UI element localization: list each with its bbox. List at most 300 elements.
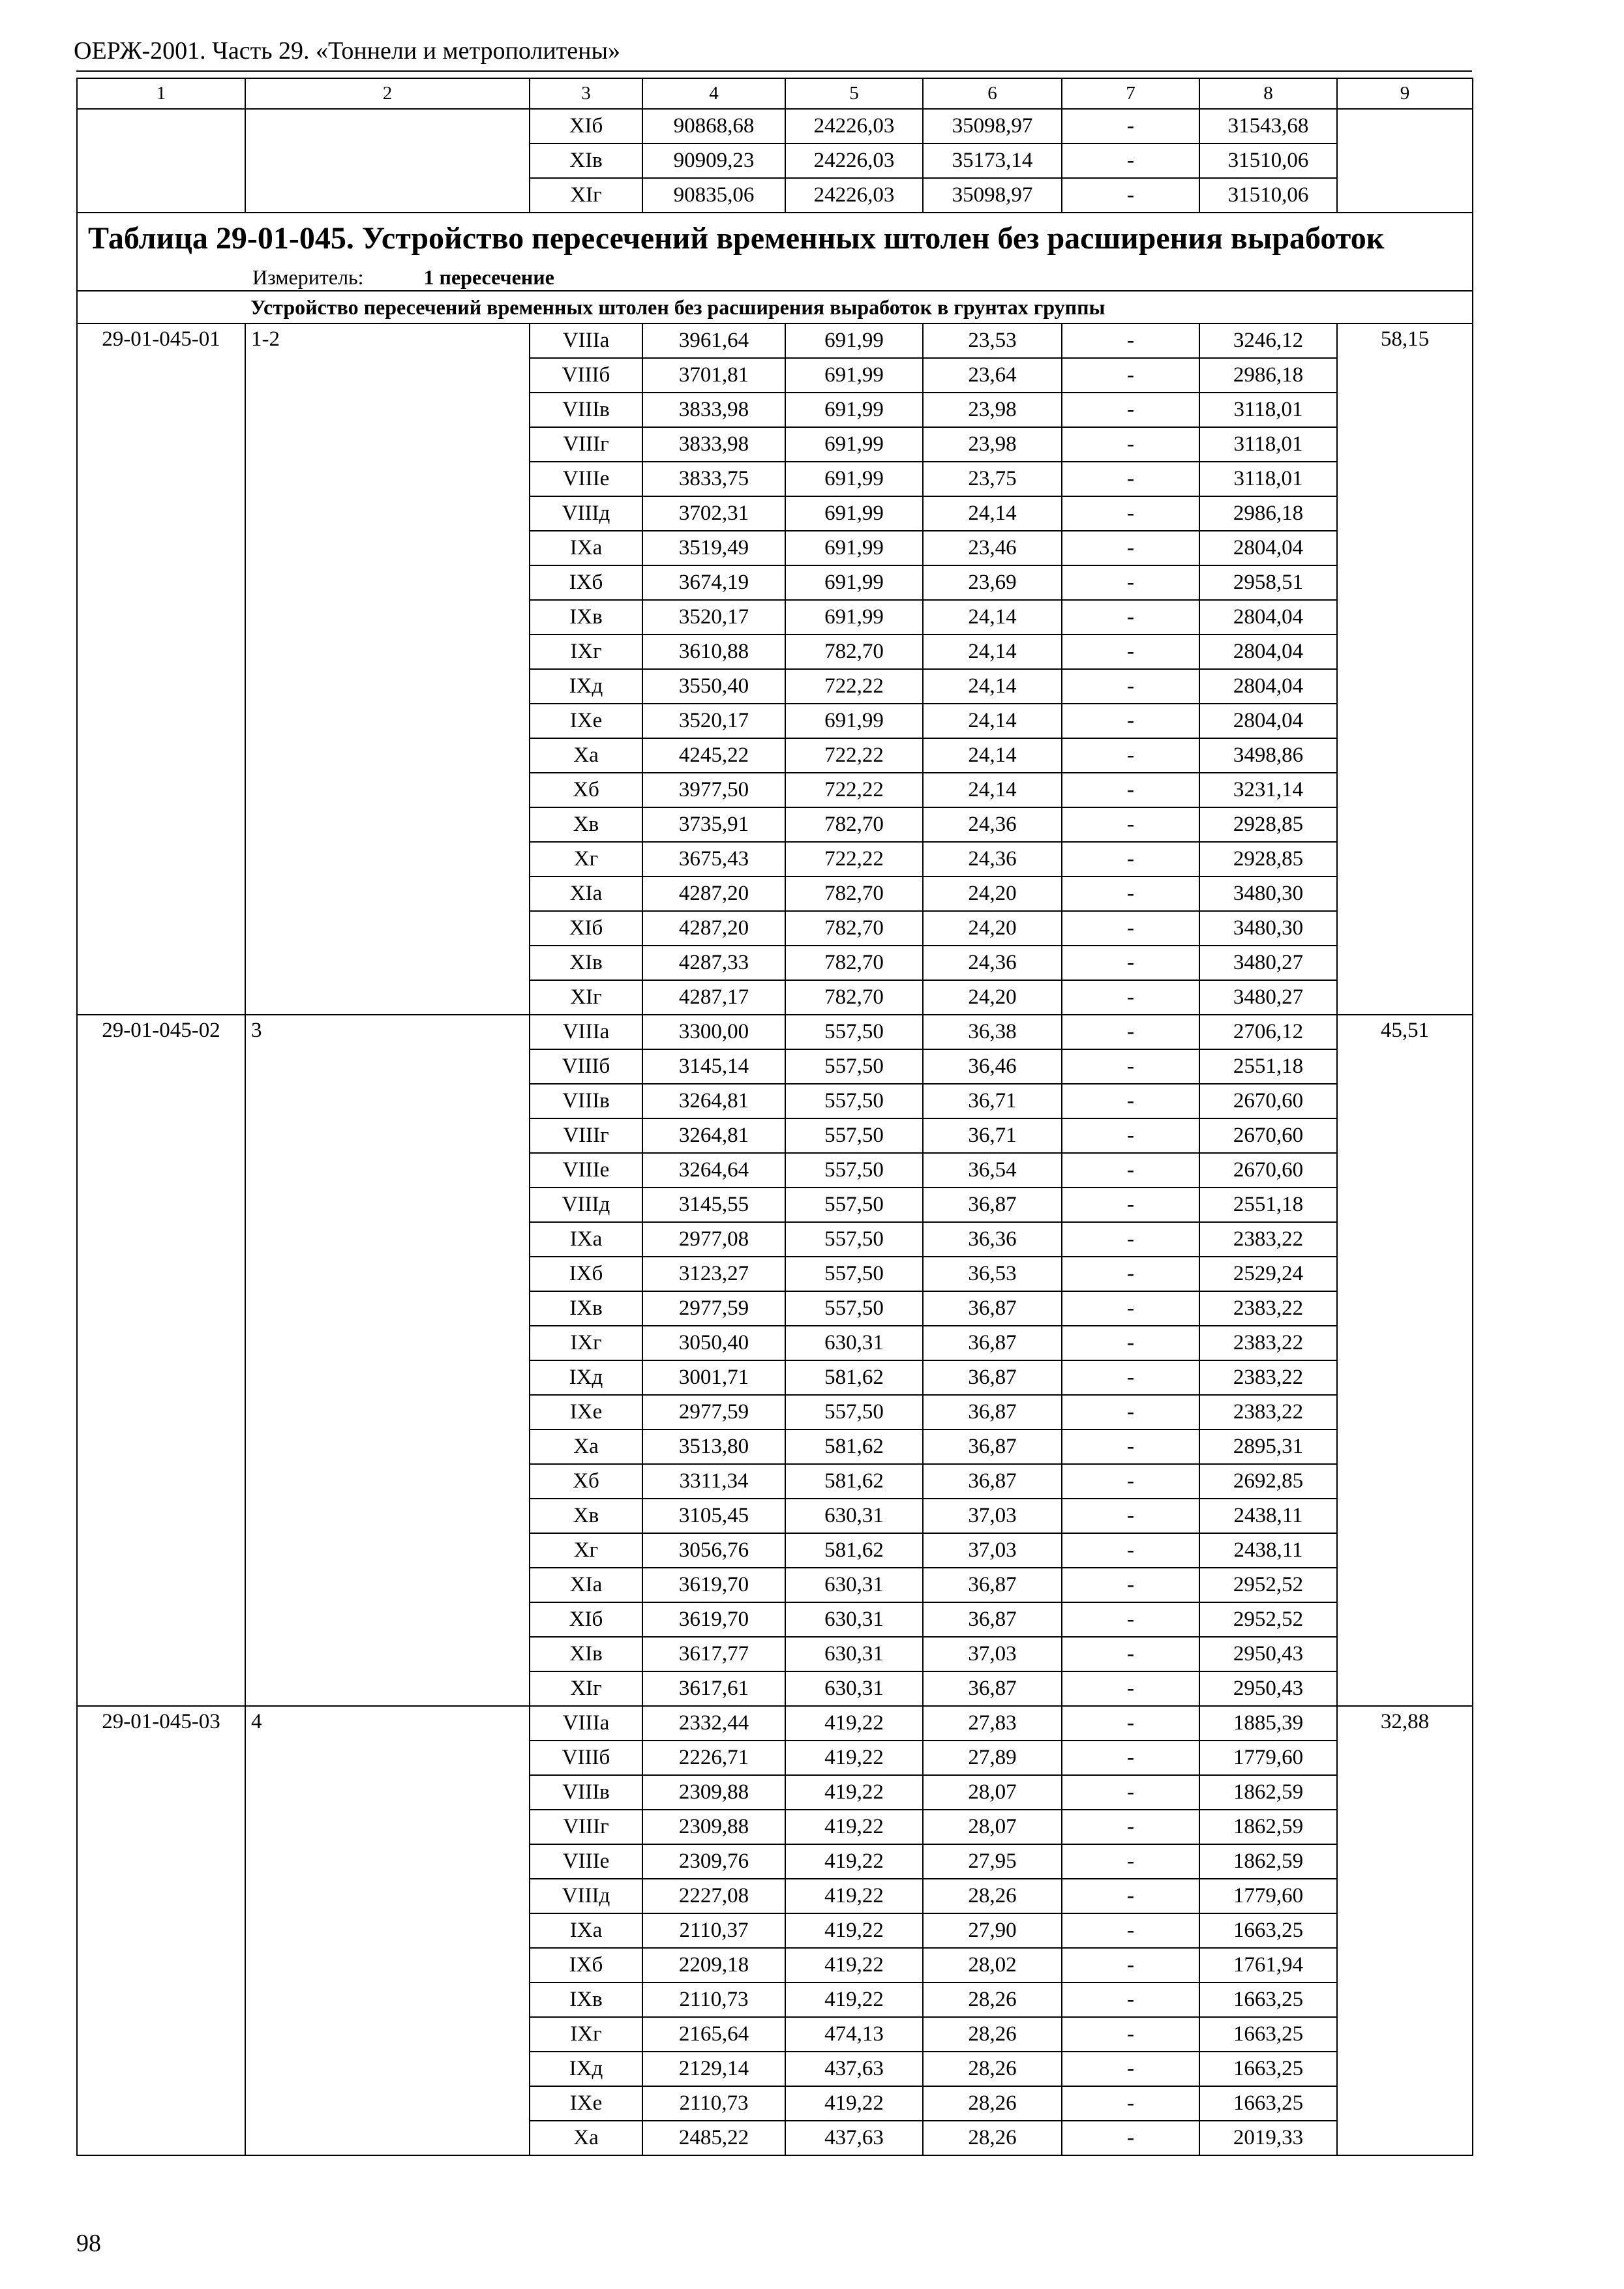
machines-cell: 36,87 [923,1429,1062,1464]
grade-cell: Xб [530,1464,642,1499]
wages-cell: 691,99 [785,427,923,462]
grade-cell: VIIIб [530,1741,642,1775]
drivers-wages-cell: - [1062,1429,1199,1464]
wages-cell: 630,31 [785,1637,923,1671]
machines-cell: 24,14 [923,669,1062,704]
drivers-wages-cell: - [1062,1568,1199,1602]
column-number: 8 [1199,78,1337,109]
total-cost-cell: 3619,70 [642,1568,785,1602]
grade-cell: IXв [530,1291,642,1326]
column-number: 4 [642,78,785,109]
total-cost-cell: 3833,98 [642,393,785,427]
column-number: 5 [785,78,923,109]
rates-table [76,78,1473,2156]
wages-cell: 437,63 [785,2121,923,2155]
wages-cell: 419,22 [785,1706,923,1741]
meter-value: 1 пересечение [423,265,554,289]
grade-cell: VIIIа [530,1706,642,1741]
group-cell [245,109,530,213]
grade-cell: Xг [530,842,642,876]
wages-cell: 557,50 [785,1188,923,1222]
grade-cell: VIIIв [530,393,642,427]
machines-cell: 24,20 [923,876,1062,911]
materials-cell: 1663,25 [1199,1982,1337,2017]
grade-cell: XIв [530,143,642,178]
grade-cell: IXе [530,2086,642,2121]
grade-cell: XIг [530,980,642,1015]
machines-cell: 24,36 [923,807,1062,842]
total-cost-cell: 4287,33 [642,946,785,980]
total-cost-cell: 2977,59 [642,1291,785,1326]
machines-cell: 28,02 [923,1948,1062,1982]
total-cost-cell: 2227,08 [642,1879,785,1913]
materials-cell: 1663,25 [1199,2017,1337,2052]
machines-cell: 24,14 [923,738,1062,773]
drivers-wages-cell: - [1062,807,1199,842]
grade-cell: IXд [530,2052,642,2086]
drivers-wages-cell: - [1062,1637,1199,1671]
machines-cell: 27,95 [923,1844,1062,1879]
subheading-row [77,291,1473,323]
drivers-wages-cell: - [1062,669,1199,704]
machines-cell: 24,14 [923,635,1062,669]
materials-cell: 3480,27 [1199,946,1337,980]
table-title-row [77,213,1473,264]
machines-cell: 28,07 [923,1775,1062,1810]
machines-cell: 28,07 [923,1810,1062,1844]
drivers-wages-cell: - [1062,842,1199,876]
wages-cell: 691,99 [785,323,923,358]
materials-cell: 2438,11 [1199,1499,1337,1533]
table-row [77,1706,1473,1741]
grade-cell: Xб [530,773,642,807]
total-cost-cell: 2977,59 [642,1395,785,1429]
total-cost-cell: 3264,81 [642,1084,785,1118]
total-cost-cell: 2485,22 [642,2121,785,2155]
machines-cell: 36,87 [923,1291,1062,1326]
total-cost-cell: 2110,37 [642,1913,785,1948]
drivers-wages-cell: - [1062,1913,1199,1948]
grade-cell: VIIIе [530,1844,642,1879]
grade-cell: IXа [530,1913,642,1948]
materials-cell: 2958,51 [1199,565,1337,600]
total-cost-cell: 4287,20 [642,876,785,911]
grade-cell: Xв [530,1499,642,1533]
machines-cell: 36,71 [923,1118,1062,1153]
wages-cell: 691,99 [785,704,923,738]
wages-cell: 557,50 [785,1118,923,1153]
total-cost-cell: 4245,22 [642,738,785,773]
table-body [77,78,1473,2155]
wages-cell: 630,31 [785,1326,923,1360]
machines-cell: 28,26 [923,2017,1062,2052]
drivers-wages-cell: - [1062,531,1199,565]
drivers-wages-cell: - [1062,1464,1199,1499]
wages-cell: 557,50 [785,1153,923,1188]
total-cost-cell: 3961,64 [642,323,785,358]
machines-cell: 36,87 [923,1326,1062,1360]
materials-cell: 2670,60 [1199,1084,1337,1118]
wages-cell: 630,31 [785,1671,923,1706]
wages-cell: 581,62 [785,1429,923,1464]
materials-cell: 2383,22 [1199,1326,1337,1360]
wages-cell: 782,70 [785,911,923,946]
grade-cell: IXг [530,1326,642,1360]
labor-cell: 32,88 [1337,1706,1473,2155]
materials-cell: 2383,22 [1199,1395,1337,1429]
drivers-wages-cell: - [1062,635,1199,669]
drivers-wages-cell: - [1062,1257,1199,1291]
grade-cell: IXа [530,531,642,565]
grade-cell: Xа [530,2121,642,2155]
machines-cell: 36,46 [923,1049,1062,1084]
column-number: 9 [1337,78,1473,109]
drivers-wages-cell: - [1062,178,1199,213]
drivers-wages-cell: - [1062,1602,1199,1637]
wages-cell: 722,22 [785,842,923,876]
materials-cell: 2804,04 [1199,635,1337,669]
total-cost-cell: 3610,88 [642,635,785,669]
grade-cell: VIIIе [530,1153,642,1188]
code-cell: 29-01-045-03 [77,1706,245,2155]
total-cost-cell: 2977,08 [642,1222,785,1257]
wages-cell: 630,31 [785,1568,923,1602]
grade-cell: VIIIг [530,427,642,462]
grade-cell: IXд [530,669,642,704]
materials-cell: 2706,12 [1199,1015,1337,1049]
materials-cell: 2551,18 [1199,1049,1337,1084]
materials-cell: 2383,22 [1199,1360,1337,1395]
machines-cell: 36,87 [923,1602,1062,1637]
materials-cell: 2952,52 [1199,1602,1337,1637]
wages-cell: 557,50 [785,1222,923,1257]
total-cost-cell: 3300,00 [642,1015,785,1049]
grade-cell: VIIIд [530,496,642,531]
machines-cell: 35173,14 [923,143,1062,178]
wages-cell: 630,31 [785,1602,923,1637]
total-cost-cell: 3619,70 [642,1602,785,1637]
grade-cell: XIв [530,946,642,980]
grade-cell: IXб [530,565,642,600]
grade-cell: Xа [530,738,642,773]
machines-cell: 37,03 [923,1637,1062,1671]
machines-cell: 24,14 [923,773,1062,807]
materials-cell: 31543,68 [1199,109,1337,143]
grade-cell: IXд [530,1360,642,1395]
machines-cell: 28,26 [923,2052,1062,2086]
drivers-wages-cell: - [1062,1741,1199,1775]
materials-cell: 2895,31 [1199,1429,1337,1464]
drivers-wages-cell: - [1062,1879,1199,1913]
machines-cell: 36,87 [923,1671,1062,1706]
meter-row [77,264,1473,291]
materials-cell: 2438,11 [1199,1533,1337,1568]
table-row [77,323,1473,358]
drivers-wages-cell: - [1062,704,1199,738]
total-cost-cell: 3520,17 [642,704,785,738]
grade-cell: XIб [530,1602,642,1637]
grade-cell: VIIIв [530,1775,642,1810]
drivers-wages-cell: - [1062,1084,1199,1118]
subheading: Устройство пересечений временных штолен без расширения выработок в грунтах группы [250,295,1105,319]
materials-cell: 2804,04 [1199,600,1337,635]
drivers-wages-cell: - [1062,1188,1199,1222]
wages-cell: 419,22 [785,1775,923,1810]
machines-cell: 24,20 [923,911,1062,946]
labor-cell: 45,51 [1337,1015,1473,1706]
grade-cell: Xв [530,807,642,842]
drivers-wages-cell: - [1062,393,1199,427]
total-cost-cell: 3977,50 [642,773,785,807]
total-cost-cell: 2209,18 [642,1948,785,1982]
wages-cell: 581,62 [785,1360,923,1395]
drivers-wages-cell: - [1062,1844,1199,1879]
grade-cell: XIа [530,1568,642,1602]
wages-cell: 782,70 [785,635,923,669]
grade-cell: VIIIа [530,1015,642,1049]
wages-cell: 691,99 [785,531,923,565]
drivers-wages-cell: - [1062,876,1199,911]
machines-cell: 24,36 [923,946,1062,980]
total-cost-cell: 90909,23 [642,143,785,178]
total-cost-cell: 3519,49 [642,531,785,565]
drivers-wages-cell: - [1062,427,1199,462]
materials-cell: 2804,04 [1199,531,1337,565]
drivers-wages-cell: - [1062,1948,1199,1982]
machines-cell: 37,03 [923,1499,1062,1533]
drivers-wages-cell: - [1062,1706,1199,1741]
machines-cell: 37,03 [923,1533,1062,1568]
machines-cell: 36,36 [923,1222,1062,1257]
grade-cell: Xг [530,1533,642,1568]
materials-cell: 2019,33 [1199,2121,1337,2155]
materials-cell: 3480,30 [1199,876,1337,911]
grade-cell: VIIIг [530,1810,642,1844]
materials-cell: 1761,94 [1199,1948,1337,1982]
grade-cell: VIIIб [530,1049,642,1084]
drivers-wages-cell: - [1062,738,1199,773]
materials-cell: 2952,52 [1199,1568,1337,1602]
wages-cell: 557,50 [785,1291,923,1326]
wages-cell: 581,62 [785,1533,923,1568]
materials-cell: 2529,24 [1199,1257,1337,1291]
grade-cell: XIг [530,1671,642,1706]
materials-cell: 2692,85 [1199,1464,1337,1499]
wages-cell: 691,99 [785,565,923,600]
machines-cell: 36,87 [923,1188,1062,1222]
total-cost-cell: 3123,27 [642,1257,785,1291]
machines-cell: 28,26 [923,2086,1062,2121]
machines-cell: 28,26 [923,1879,1062,1913]
total-cost-cell: 2165,64 [642,2017,785,2052]
grade-cell: VIIIе [530,462,642,496]
total-cost-cell: 3513,80 [642,1429,785,1464]
code-cell: 29-01-045-01 [77,323,245,1015]
total-cost-cell: 3311,34 [642,1464,785,1499]
wages-cell: 630,31 [785,1499,923,1533]
drivers-wages-cell: - [1062,496,1199,531]
machines-cell: 23,46 [923,531,1062,565]
drivers-wages-cell: - [1062,323,1199,358]
drivers-wages-cell: - [1062,462,1199,496]
subheading-cell [77,291,1473,323]
materials-cell: 3231,14 [1199,773,1337,807]
wages-cell: 722,22 [785,773,923,807]
grade-cell: IXв [530,1982,642,2017]
wages-cell: 691,99 [785,358,923,393]
grade-cell: IXе [530,704,642,738]
materials-cell: 2804,04 [1199,669,1337,704]
machines-cell: 35098,97 [923,178,1062,213]
drivers-wages-cell: - [1062,946,1199,980]
total-cost-cell: 2309,88 [642,1810,785,1844]
grade-cell: IXг [530,2017,642,2052]
materials-cell: 3118,01 [1199,393,1337,427]
materials-cell: 2551,18 [1199,1188,1337,1222]
machines-cell: 24,36 [923,842,1062,876]
machines-cell: 23,53 [923,323,1062,358]
labor-cell: 58,15 [1337,323,1473,1015]
total-cost-cell: 2110,73 [642,1982,785,2017]
column-number: 3 [530,78,642,109]
materials-cell: 3118,01 [1199,427,1337,462]
total-cost-cell: 90868,68 [642,109,785,143]
header-rule [76,70,1472,72]
drivers-wages-cell: - [1062,980,1199,1015]
grade-cell: IXг [530,635,642,669]
wages-cell: 419,22 [785,1982,923,2017]
grade-cell: VIIIг [530,1118,642,1153]
wages-cell: 419,22 [785,1948,923,1982]
total-cost-cell: 3702,31 [642,496,785,531]
meter-label: Измеритель: [252,265,364,289]
drivers-wages-cell: - [1062,1118,1199,1153]
materials-cell: 3480,27 [1199,980,1337,1015]
drivers-wages-cell: - [1062,600,1199,635]
grade-cell: IXе [530,1395,642,1429]
drivers-wages-cell: - [1062,109,1199,143]
machines-cell: 24,20 [923,980,1062,1015]
table-row [77,109,1473,143]
drivers-wages-cell: - [1062,1049,1199,1084]
machines-cell: 23,98 [923,427,1062,462]
wages-cell: 782,70 [785,980,923,1015]
machines-cell: 36,87 [923,1360,1062,1395]
machines-cell: 28,26 [923,1982,1062,2017]
materials-cell: 31510,06 [1199,143,1337,178]
total-cost-cell: 2129,14 [642,2052,785,2086]
total-cost-cell: 3735,91 [642,807,785,842]
column-number: 7 [1062,78,1199,109]
machines-cell: 24,14 [923,496,1062,531]
drivers-wages-cell: - [1062,2121,1199,2155]
code-cell [77,109,245,213]
wages-cell: 581,62 [785,1464,923,1499]
total-cost-cell: 90835,06 [642,178,785,213]
table-title: Таблица 29-01-045. Устройство пересечений временных штолен без расширения выработок [77,213,1473,264]
materials-cell: 2950,43 [1199,1671,1337,1706]
drivers-wages-cell: - [1062,1360,1199,1395]
total-cost-cell: 3145,14 [642,1049,785,1084]
grade-cell: XIв [530,1637,642,1671]
page-number: 98 [76,2230,101,2257]
grade-cell: XIг [530,178,642,213]
machines-cell: 27,89 [923,1741,1062,1775]
drivers-wages-cell: - [1062,1222,1199,1257]
materials-cell: 2986,18 [1199,358,1337,393]
table-row [77,1015,1473,1049]
materials-cell: 1862,59 [1199,1844,1337,1879]
labor-cell [1337,109,1473,213]
total-cost-cell: 3264,64 [642,1153,785,1188]
grade-cell: IXб [530,1257,642,1291]
drivers-wages-cell: - [1062,2052,1199,2086]
materials-cell: 1663,25 [1199,2052,1337,2086]
materials-cell: 31510,06 [1199,178,1337,213]
total-cost-cell: 3617,77 [642,1637,785,1671]
wages-cell: 557,50 [785,1257,923,1291]
total-cost-cell: 3833,98 [642,427,785,462]
drivers-wages-cell: - [1062,911,1199,946]
grade-cell: XIа [530,876,642,911]
grade-cell: VIIIд [530,1188,642,1222]
machines-cell: 36,87 [923,1395,1062,1429]
wages-cell: 24226,03 [785,109,923,143]
wages-cell: 24226,03 [785,178,923,213]
wages-cell: 419,22 [785,1913,923,1948]
grade-cell: VIIIв [530,1084,642,1118]
total-cost-cell: 4287,17 [642,980,785,1015]
materials-cell: 3118,01 [1199,462,1337,496]
drivers-wages-cell: - [1062,773,1199,807]
materials-cell: 2986,18 [1199,496,1337,531]
materials-cell: 2950,43 [1199,1637,1337,1671]
wages-cell: 419,22 [785,2086,923,2121]
total-cost-cell: 2110,73 [642,2086,785,2121]
machines-cell: 24,14 [923,704,1062,738]
group-cell: 1-2 [245,323,530,1015]
machines-cell: 23,75 [923,462,1062,496]
machines-cell: 36,87 [923,1464,1062,1499]
materials-cell: 2928,85 [1199,807,1337,842]
drivers-wages-cell: - [1062,1775,1199,1810]
materials-cell: 2670,60 [1199,1153,1337,1188]
grade-cell: Xа [530,1429,642,1464]
wages-cell: 782,70 [785,876,923,911]
machines-cell: 36,53 [923,1257,1062,1291]
drivers-wages-cell: - [1062,1671,1199,1706]
drivers-wages-cell: - [1062,1499,1199,1533]
total-cost-cell: 2332,44 [642,1706,785,1741]
drivers-wages-cell: - [1062,1326,1199,1360]
materials-cell: 2383,22 [1199,1222,1337,1257]
materials-cell: 3246,12 [1199,323,1337,358]
wages-cell: 782,70 [785,807,923,842]
drivers-wages-cell: - [1062,2017,1199,2052]
total-cost-cell: 3833,75 [642,462,785,496]
column-number: 1 [77,78,245,109]
materials-cell: 1885,39 [1199,1706,1337,1741]
wages-cell: 437,63 [785,2052,923,2086]
machines-cell: 36,71 [923,1084,1062,1118]
grade-cell: IXа [530,1222,642,1257]
wages-cell: 557,50 [785,1015,923,1049]
wages-cell: 24226,03 [785,143,923,178]
total-cost-cell: 3550,40 [642,669,785,704]
code-cell: 29-01-045-02 [77,1015,245,1706]
materials-cell: 1862,59 [1199,1810,1337,1844]
wages-cell: 419,22 [785,1879,923,1913]
